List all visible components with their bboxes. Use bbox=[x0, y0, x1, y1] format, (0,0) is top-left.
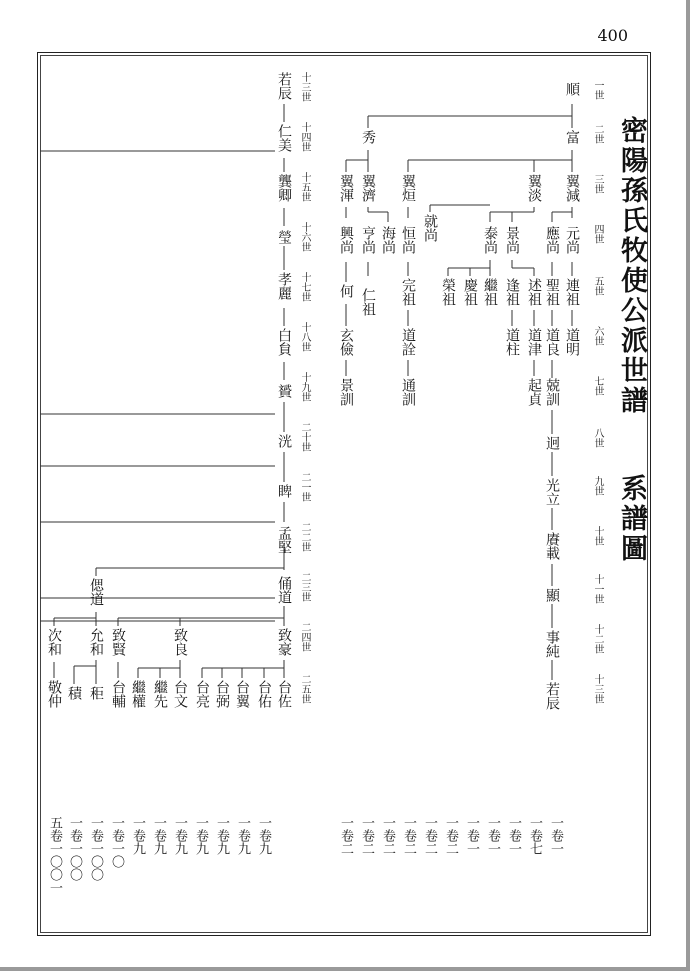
generation-label: 十三世 bbox=[592, 674, 603, 704]
volume-reference: 一卷二 bbox=[338, 816, 353, 855]
page-number: 400 bbox=[597, 26, 628, 45]
person-name: 致豪 bbox=[276, 628, 292, 656]
person-name: 完祖 bbox=[400, 278, 416, 306]
volume-reference: 一卷九 bbox=[151, 816, 166, 855]
person-name: 翼濟 bbox=[360, 174, 376, 202]
genealogy-title: 密陽孫氏牧使公派世譜 bbox=[616, 116, 647, 416]
person-name: 贇 bbox=[276, 384, 292, 398]
generation-label: 四世 bbox=[592, 224, 603, 244]
generation-label: 二十世 bbox=[299, 422, 310, 452]
person-name: 連祖 bbox=[564, 278, 580, 306]
generation-label: 二三世 bbox=[299, 572, 310, 602]
person-name: 玄儉 bbox=[338, 328, 354, 356]
person-name: 台弼 bbox=[214, 680, 230, 708]
person-name: 洸 bbox=[276, 434, 292, 448]
volume-reference: 一卷二 bbox=[380, 816, 395, 855]
person-name: 元尚 bbox=[564, 226, 580, 254]
person-name: 繼權 bbox=[130, 680, 146, 708]
volume-reference: 一卷一〇 bbox=[109, 816, 124, 868]
person-name: 應尚 bbox=[544, 226, 560, 254]
person-name: 次和 bbox=[46, 628, 62, 656]
generation-label: 五世 bbox=[592, 276, 603, 296]
person-name: 述祖 bbox=[526, 278, 542, 306]
volume-reference: 一卷九 bbox=[235, 816, 250, 855]
genealogy-subtitle: 系譜圖 bbox=[616, 474, 647, 564]
person-name: 景尚 bbox=[504, 226, 520, 254]
generation-label: 二二世 bbox=[299, 522, 310, 552]
volume-reference: 一卷二 bbox=[401, 816, 416, 855]
person-name: 白貟 bbox=[276, 328, 292, 356]
person-name: 事純 bbox=[544, 630, 560, 658]
volume-reference: 一卷一 bbox=[548, 816, 563, 855]
person-name: 龔卿 bbox=[276, 174, 292, 202]
person-name: 孟堅 bbox=[276, 526, 292, 554]
volume-reference: 一卷九 bbox=[256, 816, 271, 855]
volume-reference: 一卷二 bbox=[443, 816, 458, 855]
person-name: 道良 bbox=[544, 328, 560, 356]
person-name: 道詮 bbox=[400, 328, 416, 356]
person-name: 通訓 bbox=[400, 378, 416, 406]
generation-label: 十五世 bbox=[299, 172, 310, 202]
person-name: 若辰 bbox=[544, 682, 560, 710]
volume-reference: 一卷二 bbox=[422, 816, 437, 855]
generation-label: 十世 bbox=[592, 526, 603, 546]
generation-label: 十八世 bbox=[299, 322, 310, 352]
person-name: 順 bbox=[564, 82, 580, 96]
person-name: 道津 bbox=[526, 328, 542, 356]
person-name: 海尚 bbox=[380, 226, 396, 254]
generation-label: 七世 bbox=[592, 376, 603, 396]
person-name: 賡載 bbox=[544, 532, 560, 560]
person-name: 光立 bbox=[544, 478, 560, 506]
person-name: 翼渾 bbox=[338, 174, 354, 202]
person-name: 顯 bbox=[544, 588, 560, 602]
person-name: 慶祖 bbox=[462, 278, 478, 306]
generation-label: 十六世 bbox=[299, 222, 310, 252]
volume-reference: 一卷一 bbox=[506, 816, 521, 855]
person-name: 迥 bbox=[544, 436, 560, 450]
person-name: 翼淡 bbox=[526, 174, 542, 202]
volume-reference: 一卷一〇〇 bbox=[88, 816, 103, 881]
person-name: 仁美 bbox=[276, 124, 292, 152]
person-name: 孝麗 bbox=[276, 272, 292, 300]
person-name: 台佐 bbox=[276, 680, 292, 708]
generation-label: 三世 bbox=[592, 174, 603, 194]
generation-label: 二一世 bbox=[299, 472, 310, 502]
generation-label: 二世 bbox=[592, 124, 603, 144]
generation-label: 十七世 bbox=[299, 272, 310, 302]
person-name: 富 bbox=[564, 130, 580, 144]
volume-reference: 五卷一〇〇一 bbox=[47, 816, 62, 894]
volume-reference: 一卷二 bbox=[359, 816, 374, 855]
person-name: 積 bbox=[66, 686, 82, 700]
person-name: 睥 bbox=[276, 484, 292, 498]
volume-reference: 一卷一 bbox=[485, 816, 500, 855]
person-name: 台翼 bbox=[234, 680, 250, 708]
person-name: 台佑 bbox=[256, 680, 272, 708]
person-name: 致賢 bbox=[110, 628, 126, 656]
person-name: 亨尚 bbox=[360, 226, 376, 254]
person-name: 台亮 bbox=[194, 680, 210, 708]
person-name: 起貞 bbox=[526, 378, 542, 406]
volume-reference: 一卷九 bbox=[193, 816, 208, 855]
generation-label: 十二世 bbox=[592, 624, 603, 654]
person-name: 翼烜 bbox=[400, 174, 416, 202]
generation-label: 九世 bbox=[592, 476, 603, 496]
volume-reference: 一卷九 bbox=[214, 816, 229, 855]
person-name: 道柱 bbox=[504, 328, 520, 356]
person-name: 偲道 bbox=[88, 578, 104, 606]
person-name: 聖祖 bbox=[544, 278, 560, 306]
generation-label: 十一世 bbox=[592, 574, 603, 604]
person-name: 秬 bbox=[88, 686, 104, 700]
person-name: 若辰 bbox=[276, 72, 292, 100]
person-name: 台文 bbox=[172, 680, 188, 708]
person-name: 興尚 bbox=[338, 226, 354, 254]
person-name: 兢訓 bbox=[544, 378, 560, 406]
generation-label: 八世 bbox=[592, 428, 603, 448]
person-name: 泰尚 bbox=[482, 226, 498, 254]
volume-reference: 一卷七 bbox=[527, 816, 542, 855]
volume-reference: 一卷一 bbox=[464, 816, 479, 855]
person-name: 秀 bbox=[360, 130, 376, 144]
person-name: 允和 bbox=[88, 628, 104, 656]
person-name: 逢祖 bbox=[504, 278, 520, 306]
person-name: 就尚 bbox=[422, 214, 438, 242]
person-name: 敬仲 bbox=[46, 680, 62, 708]
person-name: 俑道 bbox=[276, 576, 292, 604]
person-name: 致良 bbox=[172, 628, 188, 656]
person-name: 恒尚 bbox=[400, 226, 416, 254]
generation-label: 一世 bbox=[592, 80, 603, 100]
person-name: 繼祖 bbox=[482, 278, 498, 306]
person-name: 繼先 bbox=[152, 680, 168, 708]
person-name: 台輔 bbox=[110, 680, 126, 708]
person-name: 仁祖 bbox=[360, 288, 376, 316]
person-name: 榮祖 bbox=[440, 278, 456, 306]
volume-reference: 一卷一〇〇 bbox=[67, 816, 82, 881]
volume-reference: 一卷九 bbox=[130, 816, 145, 855]
generation-label: 十四世 bbox=[299, 122, 310, 152]
generation-label: 六世 bbox=[592, 326, 603, 346]
person-name: 瑩 bbox=[276, 230, 292, 244]
generation-label: 二四世 bbox=[299, 622, 310, 652]
person-name: 翼減 bbox=[564, 174, 580, 202]
person-name: 何 bbox=[338, 284, 354, 298]
generation-label: 十九世 bbox=[299, 372, 310, 402]
generation-label: 十三世 bbox=[299, 72, 310, 102]
volume-reference: 一卷九 bbox=[172, 816, 187, 855]
person-name: 景訓 bbox=[338, 378, 354, 406]
generation-label: 二五世 bbox=[299, 674, 310, 704]
person-name: 道明 bbox=[564, 328, 580, 356]
